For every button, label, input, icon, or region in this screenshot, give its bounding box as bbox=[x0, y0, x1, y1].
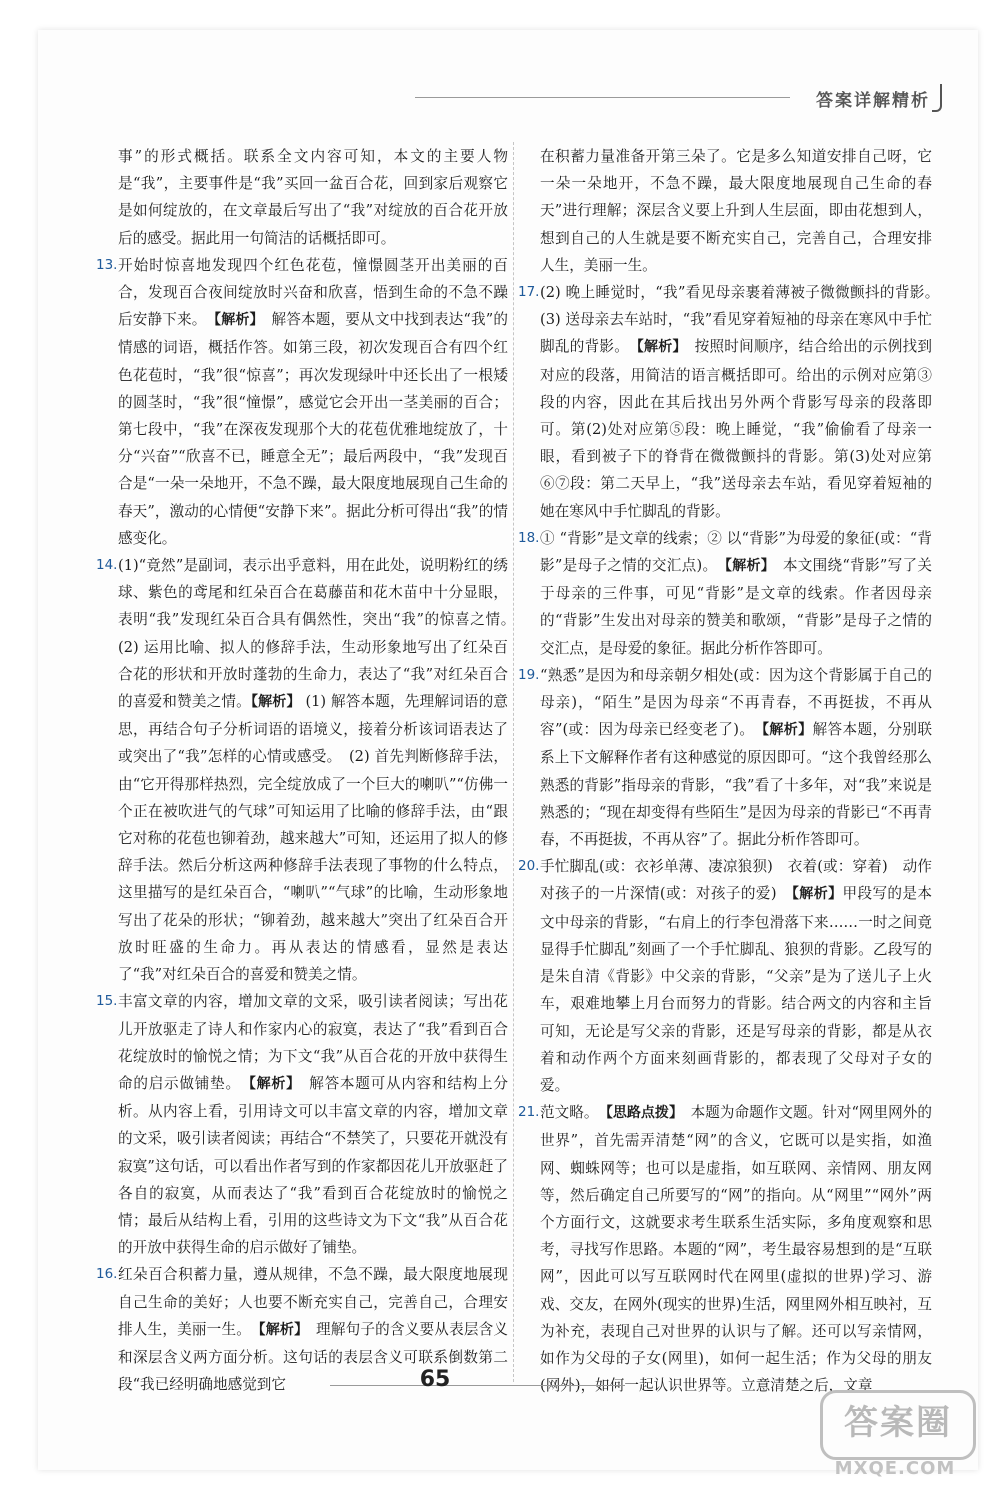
watermark-logo: 答案圈 bbox=[820, 1390, 976, 1460]
answer-text: ① “背影”是文章的线索；② 以“背影”为母爱的象征(或：“背影”是母子之情的交汇点)。 【解析】 本文围绕“背影”写了关于母亲的三件事，可见“背影”是文章的线索。作者因母亲的“背影”生发出对母亲的赞美和歌颂，“背影”是母子之情的交汇点，是母爱的象征。据此分析作答即可。 bbox=[540, 529, 932, 657]
answer-item bbox=[518, 1099, 933, 1399]
answer-item bbox=[518, 525, 932, 662]
answer-item bbox=[518, 279, 947, 525]
answer-text: (2) 晚上睡觉时，“我”看见母亲裹着薄被子微微颤抖的背影。 (3) 送母亲去车站时，“我”看见穿着短袖的母亲在寒风中手忙脚乱的背影。 【解析】 按照时间顺序，结合给出的示例找到对应的段落，用简洁的语言概括即可。给出的示例对应第③段的内容，因此在其后找出另外两个背影写母亲的段落即可。第(2)处对应第⑤段：晚上睡觉，“我”偷偷看了母亲一眼，看到被子下的脊背在微微颤抖的背影。第(3)处对应第⑥⑦段：第二天早上，“我”送母亲去车站，看见穿着短袖的她在寒风中手忙脚乱的背影。 bbox=[540, 284, 947, 520]
question-number: 19. bbox=[518, 666, 540, 683]
answer-item bbox=[118, 143, 508, 252]
question-number: 13. bbox=[96, 256, 118, 273]
header-title: 答案详解精析 bbox=[816, 91, 930, 111]
answer-text: 手忙脚乱(或：衣衫单薄、凄凉狼狈) 衣着(或：穿着) 动作 对孩子的一片深情(或：对孩子的爱) 【解析】甲段写的是本文中母亲的背影，“右肩上的行李包滑落下来……一时之间竟显得手忙脚乱”刻画了一个手忙脚乱、狼狈的背影。乙段写的是朱自清《背影》中父亲的背影，“父亲”是为了送儿子上火车，艰难地攀上月台而努力的背影。结合两文的内容和主旨可知，无论是写父亲的背影，还是写母亲的背影，都是从衣着和动作两个方面来刻画背影的，都表现了父母对子女的爱。 bbox=[540, 858, 947, 1094]
answer-item bbox=[96, 252, 508, 552]
question-number: 17. bbox=[518, 284, 540, 301]
answer-text: 丰富文章的内容，增加文章的文采，吸引读者阅读；写出花儿开放驱走了诗人和作家内心的寂寞，表达了“我”看到百合花绽放时的愉悦之情；为下文“我”从百合花的开放中获得生命的启示做铺垫。 【解析】 解答本题可从内容和结构上分析。从内容上看，引用诗文可以丰富文章的内容，增加文章的文采，吸引读者阅读；再结合“不禁笑了，只要花开就没有寂寞”这句话，可以看出作者写到的作家都因花儿开放驱赶了各自的寂寞，从而表达了“我”看到百合花绽放时的愉悦之情；最后从结构上看，引用的这些诗文为下文“我”从百合花的开放中获得生命的启示做好了铺垫。 bbox=[118, 993, 509, 1257]
page-number: 65 bbox=[419, 1367, 451, 1392]
answer-text: 红朵百合积蓄力量，遵从规律，不急不躁，最大限度地展现自己生命的美好；人也要不断充实自己，完善自己，合理安排人生，美丽一生。 【解析】 理解句子的含义要从表层含义和深层含义两方面分析。这句话的表层含义可联系倒数第二段“我已经明确地感觉到它 bbox=[118, 1266, 509, 1394]
question-number: 21. bbox=[518, 1104, 540, 1121]
answer-text: 在积蓄力量准备开第三朵了。它是多么知道安排自己呀，它一朵一朵地开，不急不躁，最大限度地展现自己生命的春天”进行理解；深层含义要上升到人生层面，即由花想到人，想到自己的人生就是要不断充实自己，完善自己，合理安排人生，美丽一生。 bbox=[540, 148, 932, 274]
answer-item bbox=[518, 662, 932, 853]
answer-text: (1)“竟然”是副词，表示出乎意料，用在此处，说明粉红的绣球、紫色的鸢尾和红朵百合在葛藤苗和花木苗中十分显眼，表明“我”发现红朵百合具有偶然性，突出“我”的惊喜之情。 (2) 运用比喻、拟人的修辞手法，生动形象地写出了红朵百合花的形状和开放时蓬勃的生命力，表达了“我”对红朵百合的喜爱和赞美之情。【解析】 (1) 解答本题，先理解词语的意思，再结合句子分析词语的语境义，接着分析该词语表达了或突出了“我”怎样的心情或感受。 (2) 首先判断修辞手法，由“它开得那样热烈，完全绽放成了一个巨大的喇叭”“仿佛一个正在被吹进气的气球”可知运用了比喻的修辞手法，由“跟它对称的花苞也铆着劲，越来越大”可知，还运用了拟人的修辞手法。然后分析这两种修辞手法表现了事物的什么特点，这里描写的是红朵百合，“喇叭”“气球”的比喻，生动形象地写出了花朵的形状；“铆着劲，越来越大”突出了红朵百合开放时旺盛的生命力。再从表达的情感看，显然是表达了“我”对红朵百合的喜爱和赞美之情。 bbox=[118, 557, 523, 984]
column-divider bbox=[513, 142, 514, 1382]
watermark-url: MXQE.COM bbox=[834, 1458, 956, 1479]
header-rule bbox=[415, 97, 790, 98]
question-number: 14. bbox=[96, 557, 118, 574]
answer-text: “熟悉”是因为和母亲朝夕相处(或：因为这个背影属于自己的母亲)，“陌生”是因为母亲“不再青春，不再挺拔，不再从容”(或：因为母亲已经变老了)。 【解析】解答本题，分别联系上下文解释作者有这种感觉的原因即可。“这个我曾经那么熟悉的背影”指母亲的背影，“我”看了十多年，对“我”来说是熟悉的；“现在却变得有些陌生”是因为母亲的背影已“不再青春，不再挺拔，不再从容”了。据此分析作答即可。 bbox=[540, 666, 932, 849]
answer-text: 开始时惊喜地发现四个红色花苞，憧憬圆茎开出美丽的百合，发现百合夜间绽放时兴奋和欣喜，悟到生命的不急不躁后安静下来。 【解析】 解答本题，要从文中找到表达“我”的情感的词语，概括作答。如第三段，初次发现百合有四个红色花苞时，“我”很“惊喜”；再次发现绿叶中还长出了一根矮的圆茎时，“我”很“憧憬”，感觉它会开出一茎美丽的百合；第七段中，“我”在深夜发现那个大的花苞优雅地绽放了，十分“兴奋”“欣喜不已，睡意全无”；最后两段中，“我”发现百合是“一朵一朵地开，不急不躁，最大限度地展现自己生命的春天”，激动的心情便“安静下来”。据此分析可得出“我”的情感变化。 bbox=[118, 256, 508, 547]
answer-text: 范文略。 【思路点拨】 本题为命题作文题。针对“网里网外的世界”，首先需弄清楚“网”的含义，它既可以是实指，如渔网、蜘蛛网等；也可以是虚指，如互联网、亲情网、朋友网等，然后确定自己所要写的“网”的指向。从“网里”“网外”两个方面行文，这就要求考生联系生活实际，多角度观察和思考，寻找写作思路。本题的“网”，考生最容易想到的是“互联网”，因此可以写互联网时代在网里(虚拟的世界)学习、游戏、交友，在网外(现实的世界)生活，网里网外相互映衬，互为补充，表现自己对世界的认识与了解。还可以写亲情网，如作为父母的子女(网里)，如何一起生活；作为父母的朋友(网外)，如何一起认识世界等。立意清楚之后，文章 bbox=[540, 1104, 933, 1395]
header-bracket bbox=[932, 84, 942, 112]
answer-text: 事”的形式概括。联系全文内容可知，本文的主要人物是“我”，主要事件是“我”买回一盆百合花，回到家后观察它是如何绽放的，在文章最后写出了“我”对绽放的百合花开放后的感受。据此用一句简洁的话概括即可。 bbox=[118, 148, 508, 247]
right-column bbox=[518, 143, 947, 1399]
answer-item bbox=[96, 988, 509, 1261]
answer-item bbox=[96, 552, 523, 988]
question-number: 15. bbox=[96, 993, 118, 1010]
answer-item bbox=[518, 853, 947, 1099]
left-column bbox=[96, 143, 523, 1398]
footer-rule-right bbox=[470, 1385, 625, 1386]
question-number: 16. bbox=[96, 1266, 118, 1283]
question-number: 18. bbox=[518, 529, 540, 546]
question-number: 20. bbox=[518, 858, 540, 875]
answer-item bbox=[540, 143, 932, 279]
